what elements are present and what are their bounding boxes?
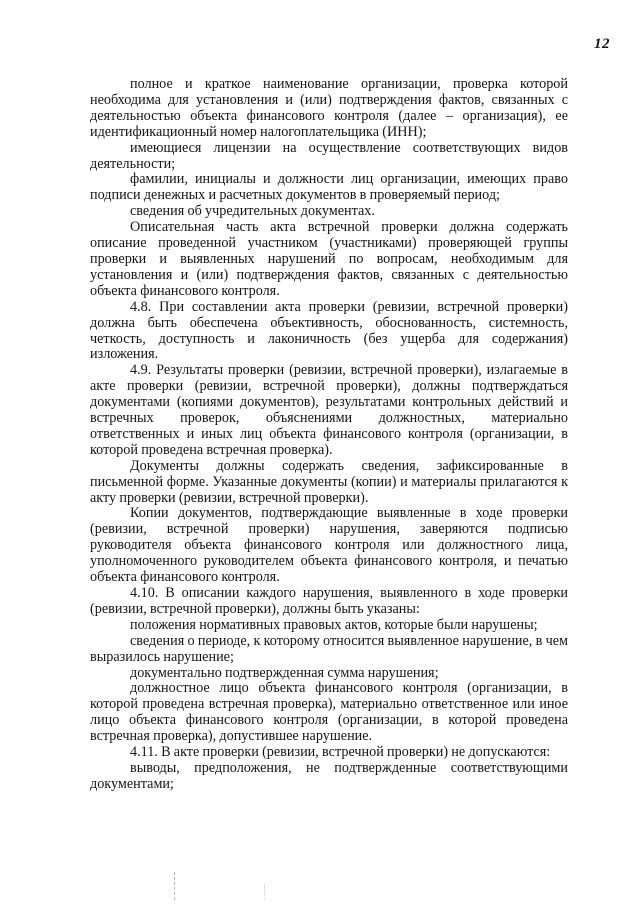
- list-item-responsible-person: должностное лицо объекта финансового контроля (организации, в которой проведена встречная проверка), материально ответственное или иное лицо объекта финансового контроля (организации, в которой проведена встречная проверка), допустившее нарушение.: [90, 680, 568, 745]
- paragraph-organization-name: полное и краткое наименование организации, проверка которой необходима для установления и (или) подтверждения фактов, связанных с деятельностью объекта финансового контроля (далее – организация), ее идентификационный номер налогоплательщика (ИНН);: [90, 76, 568, 140]
- paragraph-documents-content: Документы должны содержать сведения, зафиксированные в письменной форме. Указанные документы (копии) и материалы прилагаются к акту проверки (ревизии, встречной проверки).: [90, 457, 568, 506]
- list-item-violation-period: сведения о периоде, к которому относится выявленное нарушение, в чем выразилось нарушение;: [90, 632, 568, 665]
- paragraph-4-8: 4.8. При составлении акта проверки (ревизии, встречной проверки) должна быть обеспечена объективность, обоснованность, системность, четкость, доступность и лаконичность (без ущерба для содержания) изложения.: [90, 298, 568, 363]
- paragraph-4-10: 4.10. В описании каждого нарушения, выявленного в ходе проверки (ревизии, встречной проверки), должны быть указаны:: [90, 585, 568, 617]
- paragraph-document-copies: Копии документов, подтверждающие выявленные в ходе проверки (ревизии, встречной проверки) нарушения, заверяются подписью руководителя объекта финансового контроля или должностного лица, уполномоченного руководителем объекта финансового контроля, и печатью объекта финансового контроля.: [90, 505, 568, 586]
- paragraph-4-9: 4.9. Результаты проверки (ревизии, встречной проверки), излагаемые в акте проверки (ревизии, встречной проверки), должны подтверждаться документами (копиями документов), результатами контрольных действий и встречных проверок, объяснениями должностных, материально ответственных и иных лиц объекта финансового контроля (организации, в которой проведена встречная проверка).: [90, 362, 568, 458]
- paragraph-descriptive-part: Описательная часть акта встречной проверки должна содержать описание проведенной участником (участниками) проверяющей группы проверки и выявленных нарушений по вопросам, необходимым для установления и (или) подтверждения фактов, связанных с деятельностью объекта финансового контроля.: [90, 219, 568, 299]
- paragraph-4-11: 4.11. В акте проверки (ревизии, встречной проверки) не допускаются:: [130, 744, 551, 761]
- scan-artifact: [174, 872, 177, 900]
- list-item-violation-amount: документально подтвержденная сумма нарушения;: [130, 664, 439, 681]
- list-item-unsupported-conclusions: выводы, предположения, не подтвержденные соответствующими документами;: [90, 759, 568, 792]
- list-item-violated-provisions: положения нормативных правовых актов, которые были нарушены;: [130, 616, 538, 633]
- document-body: [90, 77, 568, 793]
- page-number: 12: [594, 36, 610, 52]
- paragraph-signatories: фамилии, инициалы и должности лиц организации, имеющих право подписи денежных и расчетных документов в проверяемый период;: [90, 171, 568, 204]
- paragraph-founding-documents: сведения об учредительных документах.: [130, 203, 375, 220]
- paragraph-licenses: имеющиеся лицензии на осуществление соответствующих видов деятельности;: [90, 139, 568, 172]
- scan-artifact: [264, 884, 267, 900]
